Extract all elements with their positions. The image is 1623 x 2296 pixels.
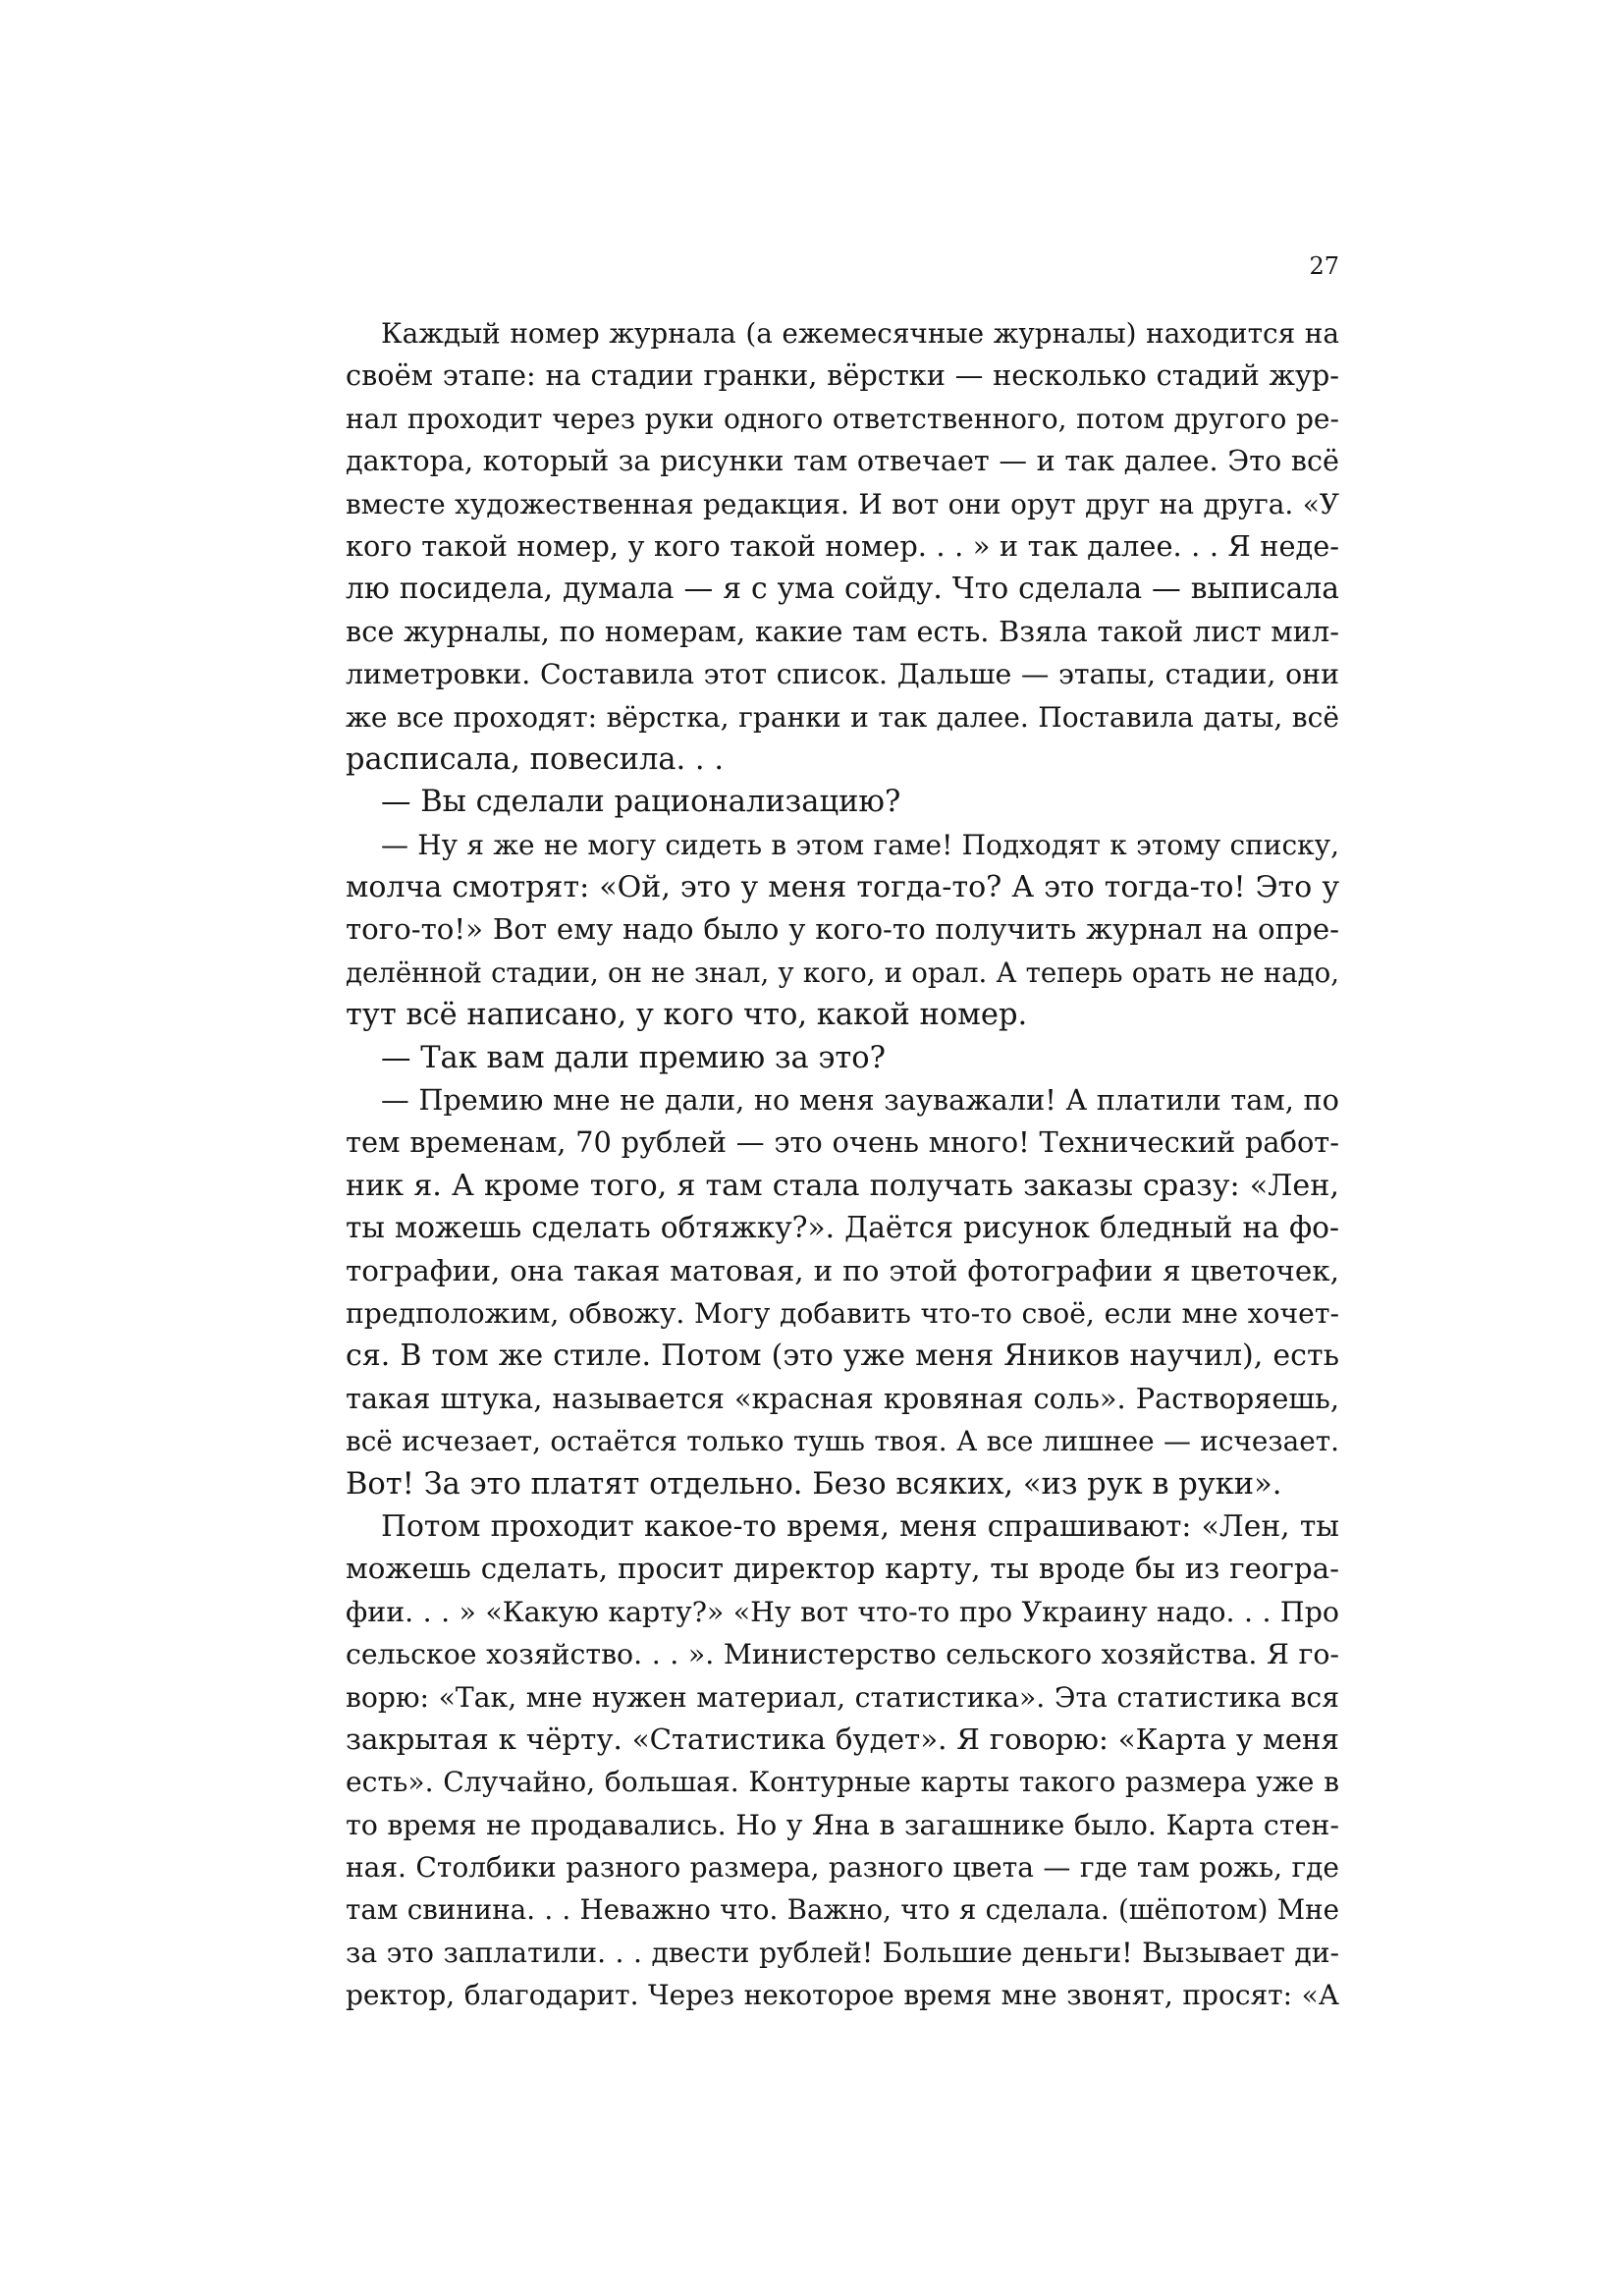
text-line: тем временам, 70 рублей — это очень много! Технический работ- xyxy=(346,1125,1339,1160)
text-line: закрытая к чёрту. «Статистика будет». Я говорю: «Карта у меня xyxy=(346,1722,1339,1756)
text-line: всё исчезает, остаётся только тушь твоя. А все лишнее — исчезает. xyxy=(346,1425,1339,1458)
text-line: своём этапе: на стадии гранки, вёрстки — несколько стадий жур- xyxy=(346,358,1339,393)
text-line: тографии, она такая матовая, и по этой фотографии я цветочек, xyxy=(346,1253,1339,1287)
text-line: дактора, который за рисунки там отвечает — и так далее. Это всё xyxy=(346,444,1339,478)
text-line: ректор, благодарит. Через некоторое время мне звонят, просят: «А xyxy=(346,1979,1339,2012)
text-line: делённой стадии, он не знал, у кого, и орал. А теперь орать не надо, xyxy=(346,956,1339,989)
text-line: тут всё написано, у кого что, какой номер. xyxy=(346,998,1028,1033)
text-line: там свинина. . . Неважно что. Важно, что я сделала. (шёпотом) Мне xyxy=(346,1893,1339,1927)
text-line: ся. В том же стиле. Потом (это уже меня Яников научил), есть xyxy=(346,1339,1339,1374)
text-line: ник я. А кроме того, я там стала получать заказы сразу: «Лен, xyxy=(346,1168,1339,1203)
text-line: Каждый номер журнала (а ежемесячные журналы) находится на xyxy=(381,317,1339,350)
text-line: же все проходят: вёрстка, гранки и так далее. Поставила даты, всё xyxy=(346,700,1339,734)
text-line: — Ну я же не могу сидеть в этом гаме! Подходят к этому списку, xyxy=(381,828,1339,861)
text-line: сельское хозяйство. . . ». Министерство сельского хозяйства. Я го- xyxy=(346,1638,1339,1671)
text-line: предположим, обвожу. Могу добавить что-то своё, если мне хочет- xyxy=(346,1296,1339,1330)
text-line: Потом проходит какое-то время, меня спрашивают: «Лен, ты xyxy=(381,1508,1339,1544)
text-line: можешь сделать, просит директор карту, ты вроде бы из геогра- xyxy=(346,1552,1339,1586)
page-number: 27 xyxy=(1309,252,1339,280)
text-line: то время не продавались. Но у Яна в загашнике было. Карта стен- xyxy=(346,1808,1339,1841)
text-line: ты можешь сделать обтяжку?». Даётся рисунок бледный на фо- xyxy=(346,1211,1339,1245)
body-text xyxy=(346,312,1339,2017)
text-line: все журналы, по номерам, какие там есть. Взяла такой лист мил- xyxy=(346,614,1339,648)
text-line: лиметровки. Составила этот список. Дальше — этапы, стадии, они xyxy=(346,658,1339,691)
text-line: кого такой номер, у кого такой номер. . . » и так далее. . . Я неде- xyxy=(346,528,1339,563)
text-line: фии. . . » «Какую карту?» «Ну вот что-то про Украину надо. . . Про xyxy=(346,1595,1339,1628)
text-line: молча смотрят: «Ой, это у меня тогда-то? А это тогда-то! Это у xyxy=(346,870,1339,905)
text-line: — Так вам дали премию за это? xyxy=(381,1040,887,1075)
text-line: ная. Столбики разного размера, разного цвета — где там рожь, где xyxy=(346,1851,1339,1885)
text-line: Вот! За это платят отдельно. Безо всяких, «из рук в руки». xyxy=(346,1466,1282,1502)
text-line: того-то!» Вот ему надо было у кого-то получить журнал на опре- xyxy=(346,912,1339,947)
text-line: за это заплатили. . . двести рублей! Большие деньги! Вызывает ди- xyxy=(346,1936,1339,1969)
text-line: расписала, повесила. . . xyxy=(346,741,725,777)
text-line: есть». Случайно, большая. Контурные карты такого размера уже в xyxy=(346,1766,1339,1799)
text-line: нал проходит через руки одного ответственного, потом другого ре- xyxy=(346,402,1339,435)
text-line: такая штука, называется «красная кровяная соль». Растворяешь, xyxy=(346,1381,1339,1415)
text-line: вместе художественная редакция. И вот они орут друг на друга. «У xyxy=(346,487,1339,520)
text-line: — Премию мне не дали, но меня зауважали! А платили там, по xyxy=(381,1083,1339,1118)
text-line: — Вы сделали рационализацию? xyxy=(381,785,901,820)
text-line: ворю: «Так, мне нужен материал, статистика». Эта статистика вся xyxy=(346,1680,1339,1714)
text-line: лю посидела, думала — я с ума сойду. Что сделала — выписала xyxy=(346,572,1339,607)
